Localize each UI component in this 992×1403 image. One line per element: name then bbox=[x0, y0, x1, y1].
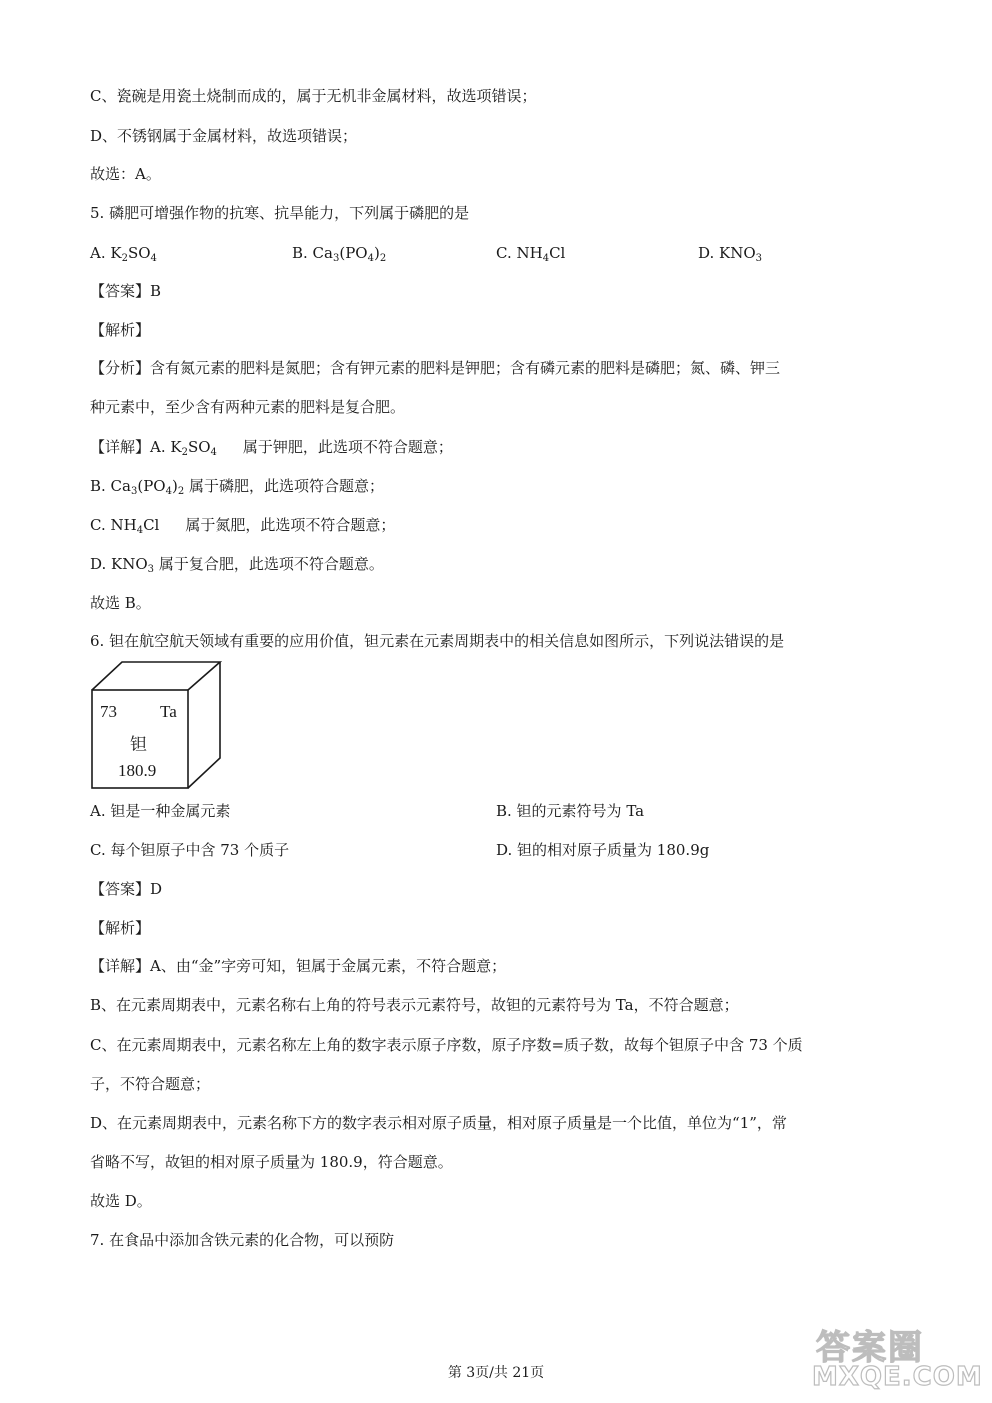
q6-detail-c-line-1: C、在元素周期表中，元素名称左上角的数字表示原子序数，原子序数=质子数，故每个钽原子中含 73 个质 bbox=[90, 1036, 803, 1054]
atomic-mass: 180.9 bbox=[118, 761, 157, 780]
q5-fenxi-line-2: 种元素中，至少含有两种元素的肥料是复合肥。 bbox=[90, 398, 406, 416]
element-symbol: Ta bbox=[160, 702, 177, 721]
option-d-explanation: D、不锈钢属于金属材料，故选项错误； bbox=[90, 127, 358, 145]
q6-option-a: A. 钽是一种金属元素 bbox=[90, 802, 231, 820]
q6-analysis-heading: 【解析】 bbox=[90, 919, 151, 937]
q5-option-b: B. $Ca_3(PO_4)_2$ bbox=[292, 244, 387, 264]
question-5-stem: 5. 磷肥可增强作物的抗寒、抗旱能力，下列属于磷肥的是 bbox=[90, 204, 470, 222]
q6-detail-d-line-2: 省略不写，故钽的相对原子质量为 180.9，符合题意。 bbox=[90, 1153, 453, 1171]
q6-detail-b: B、在元素周期表中，元素名称右上角的符号表示元素符号，故钽的元素符号为 Ta，不符合题意； bbox=[90, 996, 739, 1014]
q6-detail-a: 【详解】A、由“金”字旁可知，钽属于金属元素，不符合题意； bbox=[90, 957, 507, 975]
q6-option-b: B. 钽的元素符号为 Ta bbox=[496, 802, 645, 820]
q6-answer: 【答案】D bbox=[90, 880, 163, 898]
q5-detail-d: D. $KNO_3$ 属于复合肥，此选项不符合题意。 bbox=[90, 555, 384, 575]
q5-detail-a: 【详解】A. $K_2SO_4$ 属于钾肥，此选项不符合题意； bbox=[90, 438, 453, 458]
atomic-number: 73 bbox=[100, 702, 117, 721]
watermark-logo bbox=[808, 1318, 983, 1396]
conclusion-b: 故选 B。 bbox=[90, 594, 151, 612]
conclusion-a: 故选：A。 bbox=[90, 165, 161, 183]
q6-option-d: D. 钽的相对原子质量为 180.9g bbox=[496, 841, 710, 859]
q5-option-d: D. $KNO_3$ bbox=[698, 244, 763, 264]
q5-detail-b: B. $Ca_3(PO_4)_2$ 属于磷肥，此选项符合题意； bbox=[90, 477, 385, 497]
q6-detail-c-line-2: 子，不符合题意； bbox=[90, 1075, 211, 1093]
q6-option-c: C. 每个钽原子中含 73 个质子 bbox=[90, 841, 290, 859]
q5-option-a: A. $K_2SO_4$ bbox=[90, 244, 157, 264]
page-footer: 第 3页/共 21页 bbox=[447, 1365, 545, 1381]
element-name: 钽 bbox=[130, 735, 147, 754]
q5-answer: 【答案】B bbox=[90, 282, 162, 300]
element-card-figure bbox=[90, 660, 222, 790]
q6-detail-d-line-1: D、在元素周期表中，元素名称下方的数字表示相对原子质量，相对原子质量是一个比值，单位为“1”，常 bbox=[90, 1114, 787, 1132]
option-c-explanation: C、瓷碗是用瓷土烧制而成的，属于无机非金属材料，故选项错误； bbox=[90, 87, 537, 105]
question-7-stem: 7. 在食品中添加含铁元素的化合物，可以预防 bbox=[90, 1231, 395, 1249]
q5-analysis-heading: 【解析】 bbox=[90, 321, 151, 339]
question-6-stem: 6. 钽在航空航天领域有重要的应用价值，钽元素在元素周期表中的相关信息如图所示，下列说法错误的是 bbox=[90, 632, 785, 650]
q5-option-c: C. $NH_4Cl$ bbox=[496, 244, 566, 264]
watermark-top-text: 答案圈 bbox=[816, 1328, 924, 1368]
q5-fenxi-line-1: 【分析】含有氮元素的肥料是氮肥；含有钾元素的肥料是钾肥；含有磷元素的肥料是磷肥；氮、磷、钾三 bbox=[90, 359, 781, 377]
watermark-bottom-text: MXQE.COM bbox=[812, 1362, 983, 1392]
q5-detail-c: C. $NH_4Cl$ 属于氮肥，此选项不符合题意； bbox=[90, 516, 396, 536]
conclusion-d: 故选 D。 bbox=[90, 1192, 152, 1210]
